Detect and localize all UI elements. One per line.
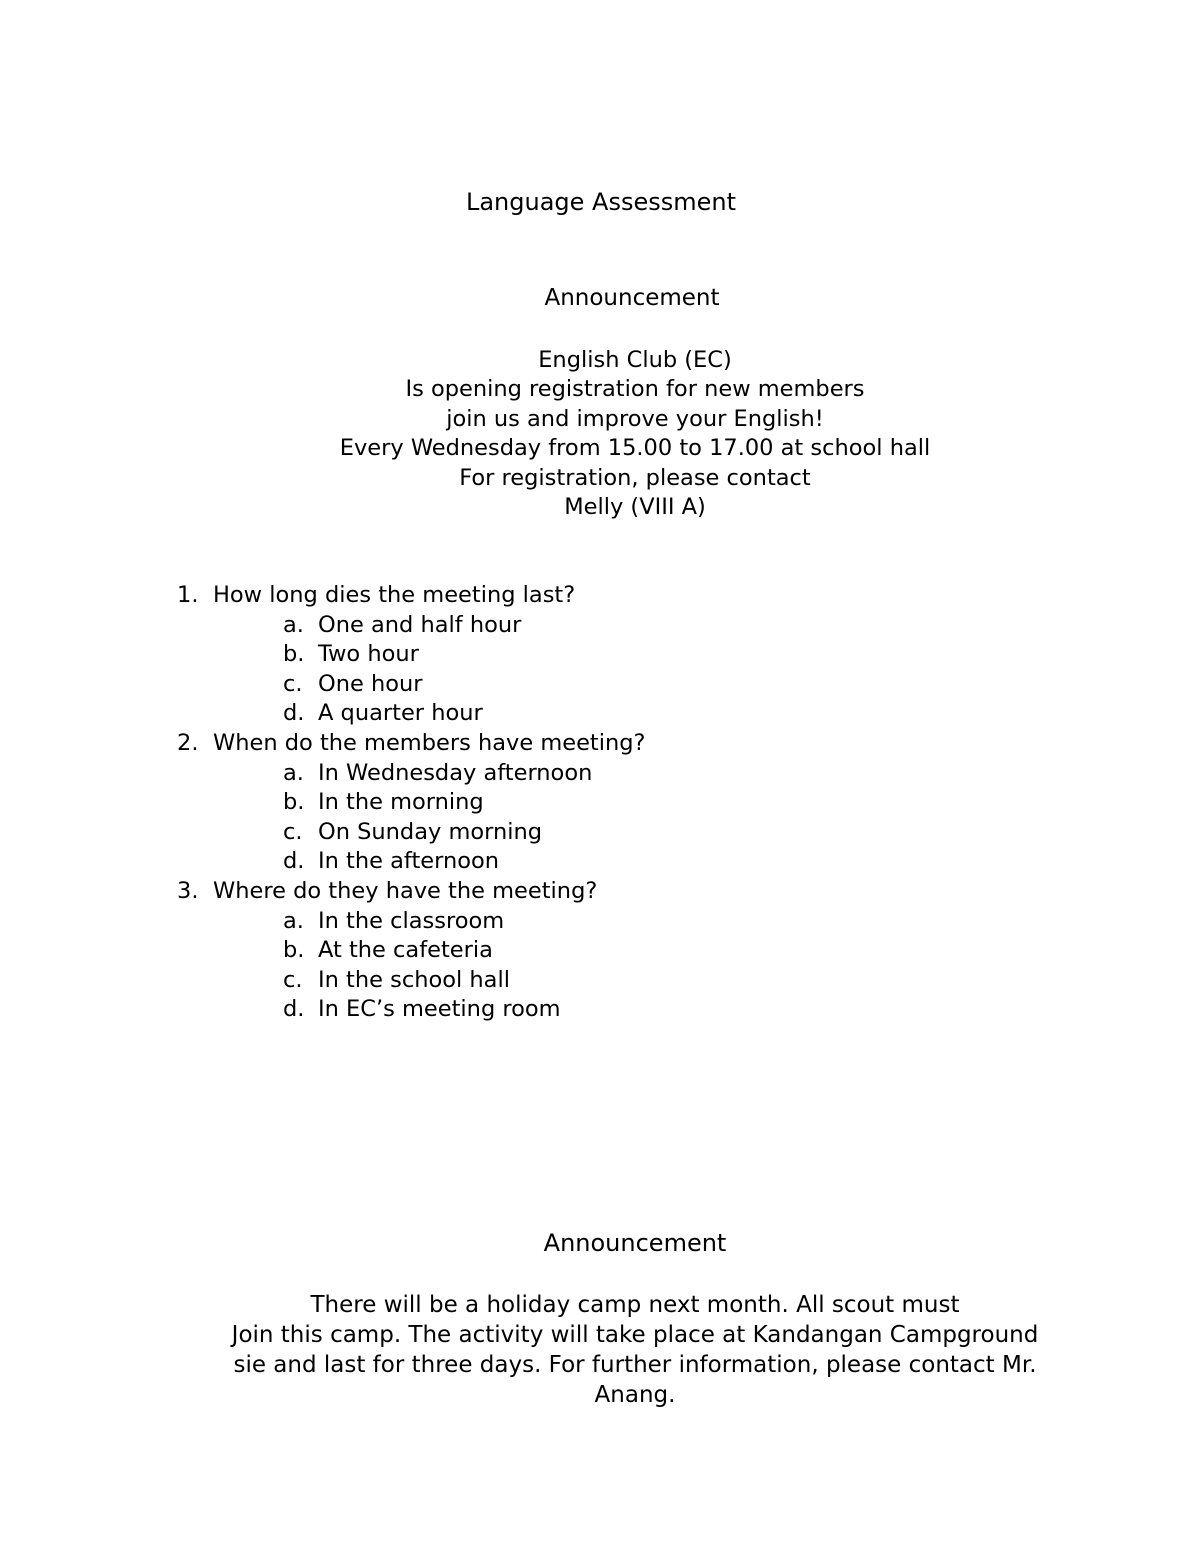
announcement-2-line: Join this camp. The activity will take place at Kandangan Campground (231, 1322, 1039, 1348)
announcement-1-line: For registration, please contact (459, 465, 811, 491)
option-text: A quarter hour (318, 700, 483, 727)
question-list (0, 581, 1200, 1025)
question-item (0, 877, 1200, 1025)
option-letter: a. (283, 907, 304, 934)
option-text: One hour (318, 670, 423, 697)
option-letter: c. (283, 966, 303, 993)
announcement-2-line: sie and last for three days. For further information, please contact Mr. (233, 1352, 1037, 1378)
answer-option (0, 788, 1200, 818)
answer-option (0, 611, 1200, 641)
announcement-1-line: join us and improve your English! (446, 406, 824, 432)
option-letter: b. (283, 641, 305, 668)
option-letter: a. (283, 611, 304, 638)
announcement-1-line: Is opening registration for new members (405, 376, 865, 402)
announcement-1-line: Every Wednesday from 15.00 to 17.00 at school hall (339, 435, 931, 461)
question-number: 3. (177, 877, 199, 904)
announcement-2-body (200, 1290, 1070, 1410)
option-letter: d. (283, 996, 305, 1023)
option-letter: c. (283, 670, 303, 697)
question-item (0, 729, 1200, 877)
option-text: Two hour (318, 641, 419, 668)
option-letter: b. (283, 937, 305, 964)
document-title: Language Assessment (465, 188, 737, 216)
answer-option (0, 670, 1200, 700)
option-text: In the classroom (318, 907, 505, 934)
answer-option (0, 966, 1200, 996)
question-text: When do the members have meeting? (213, 729, 646, 756)
option-text: In the school hall (318, 966, 510, 993)
question-text: Where do they have the meeting? (213, 877, 598, 904)
option-text: In EC’s meeting room (318, 996, 561, 1023)
answer-option (0, 699, 1200, 729)
option-text: In the afternoon (318, 848, 500, 875)
announcement-1-line: English Club (EC) (538, 347, 732, 373)
option-letter: b. (283, 789, 305, 816)
question-number: 2. (177, 729, 199, 756)
answer-option (0, 936, 1200, 966)
option-letter: a. (283, 759, 304, 786)
option-text: At the cafeteria (318, 937, 493, 964)
question-number: 1. (177, 582, 199, 608)
answer-option (0, 907, 1200, 937)
option-text: In the morning (318, 789, 484, 816)
option-letter: c. (283, 818, 303, 845)
option-text: In Wednesday afternoon (318, 759, 593, 786)
announcement-1-line: Melly (VIII A) (564, 494, 706, 520)
announcement-2-line: Anang. (594, 1382, 676, 1408)
announcement-2-heading: Announcement (543, 1229, 727, 1257)
announcement-2-line: There will be a holiday camp next month. All scout must (310, 1292, 960, 1318)
answer-option (0, 847, 1200, 877)
option-text: One and half hour (318, 611, 522, 638)
answer-option (0, 640, 1200, 670)
question-text: How long dies the meeting last? (213, 582, 576, 608)
announcement-1-heading: Announcement (544, 285, 720, 311)
option-letter: d. (283, 848, 305, 875)
option-text: On Sunday morning (318, 818, 543, 845)
option-letter: d. (283, 700, 305, 727)
answer-option (0, 995, 1200, 1025)
answer-option (0, 759, 1200, 789)
question-item (0, 581, 1200, 729)
answer-option (0, 818, 1200, 848)
